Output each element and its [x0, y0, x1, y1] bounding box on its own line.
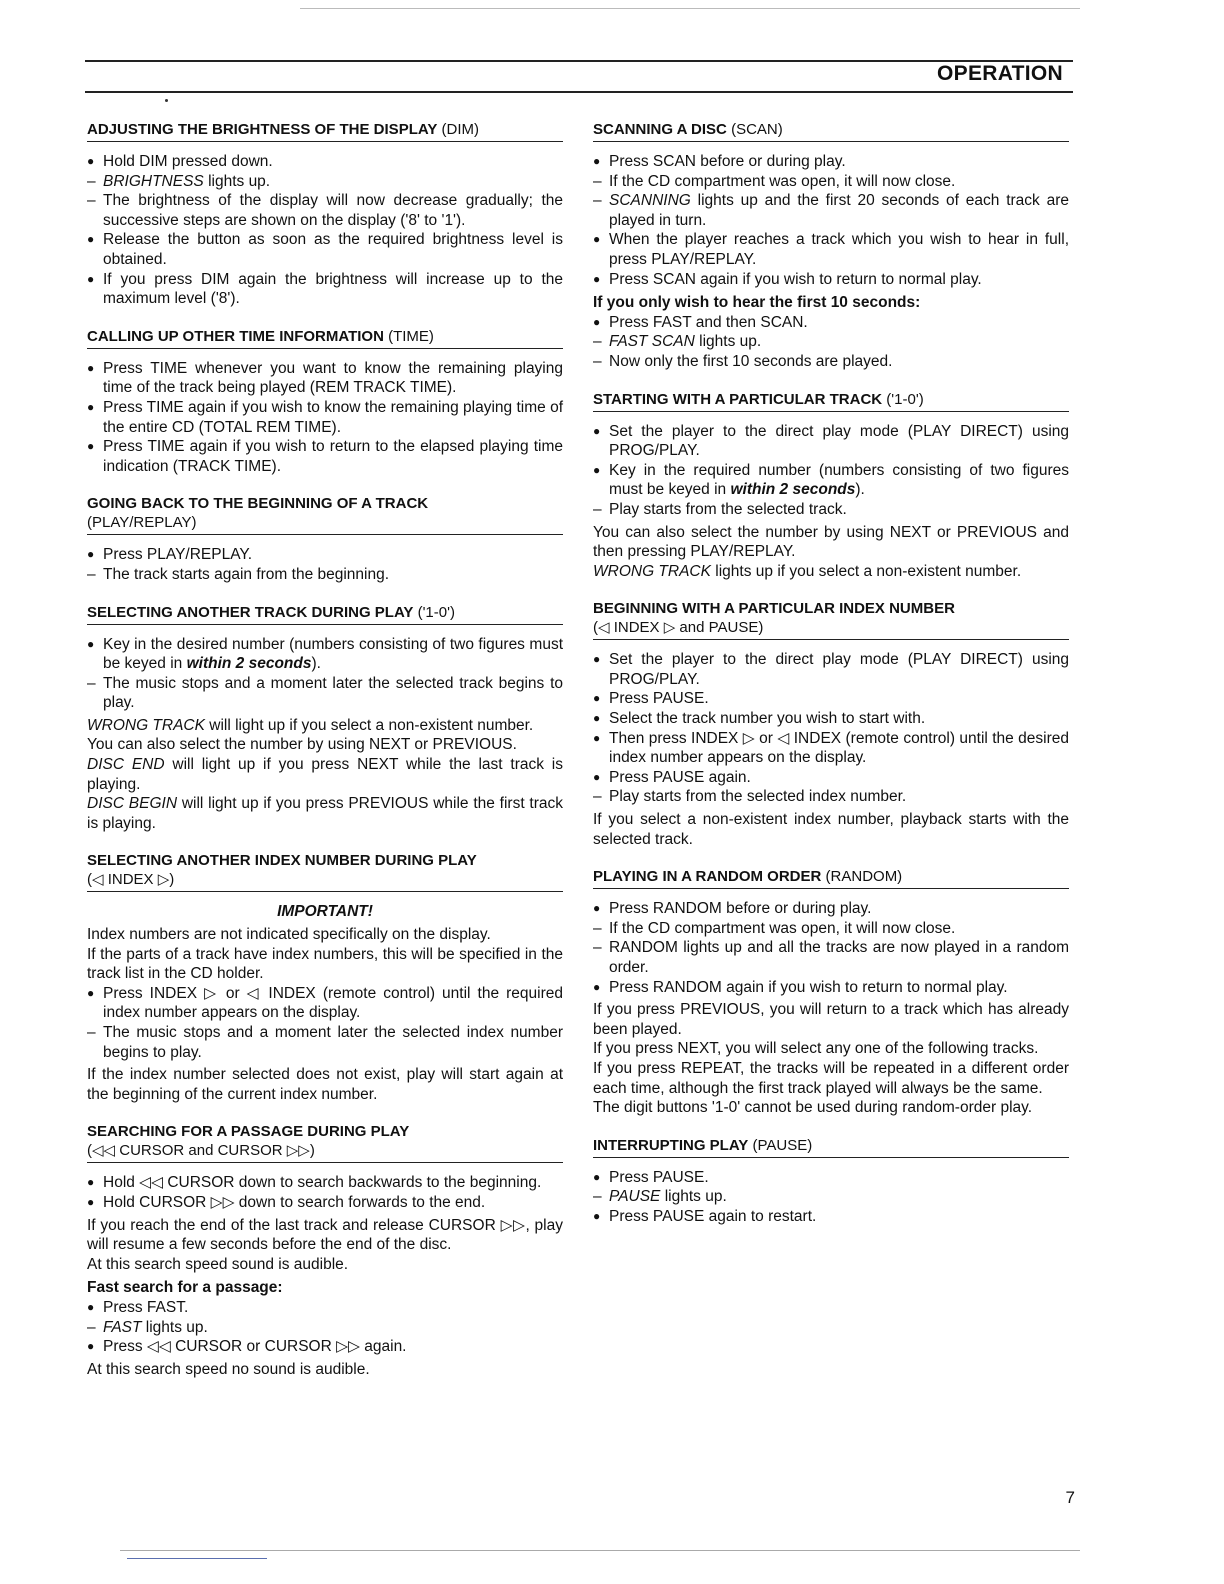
text-run: If the CD compartment was open, it will now close.	[609, 172, 956, 190]
text-run: Index numbers are not indicated specifically on the display.	[87, 926, 491, 944]
emphasized-display-text: PAUSE	[609, 1188, 661, 1206]
text-run: Press PAUSE again to restart.	[609, 1207, 817, 1225]
scan-artifact-top	[300, 8, 1080, 9]
paragraph	[593, 1000, 1069, 1039]
bullet-icon: ●	[87, 547, 95, 562]
bold-italic-text: within 2 seconds	[730, 481, 856, 499]
bullet-icon: ●	[87, 439, 95, 454]
section	[593, 867, 1069, 1118]
section	[87, 851, 563, 1104]
subheading	[593, 293, 1069, 313]
top-rule	[85, 60, 1073, 62]
bullet-icon: ●	[87, 399, 95, 414]
text-run: lights up.	[141, 1318, 208, 1336]
scan-artifact-blue	[127, 1558, 267, 1559]
bullet-item	[593, 230, 1069, 269]
text-run: Press INDEX ▷ or ◁ INDEX (remote control) until the required index number appears on the display.	[103, 984, 563, 1022]
section-heading-text: GOING BACK TO THE BEGINNING OF A TRACK	[87, 495, 429, 513]
paragraph	[593, 562, 1069, 582]
bullet-item	[593, 709, 1069, 729]
section-heading	[87, 327, 563, 349]
text-run: lights up.	[660, 1188, 727, 1206]
result-item	[593, 500, 1069, 520]
text-run: Press PAUSE.	[609, 690, 709, 708]
bullet-icon: ●	[87, 360, 95, 375]
result-item	[593, 938, 1069, 977]
dash-icon: –	[593, 788, 602, 806]
text-run: Hold DIM pressed down.	[103, 153, 273, 170]
section-heading-line2: (◁◁ CURSOR and CURSOR ▷▷)	[87, 1142, 315, 1160]
bullet-icon: ●	[593, 232, 601, 247]
bullet-item	[593, 650, 1069, 689]
paragraph	[593, 1098, 1069, 1118]
bullet-icon: ●	[593, 652, 601, 667]
dash-icon: –	[87, 172, 96, 190]
bullet-item	[593, 689, 1069, 709]
section-heading-suffix: (DIM)	[437, 121, 479, 138]
section-heading-text: SEARCHING FOR A PASSAGE DURING PLAY	[87, 1123, 410, 1141]
section	[593, 390, 1069, 582]
section-heading	[87, 494, 563, 535]
section-heading-suffix: (SCAN)	[726, 121, 783, 138]
dash-icon: –	[87, 192, 96, 210]
text-run: You can also select the number by using NEXT or PREVIOUS.	[87, 736, 517, 754]
result-item	[593, 919, 1069, 939]
section-heading-line2: (◁ INDEX ▷)	[87, 871, 175, 889]
dash-icon: –	[593, 172, 602, 190]
section-heading	[593, 390, 1069, 412]
text-run: Press TIME again if you wish to know the remaining playing time of the entire CD (TOTAL REM TIME).	[103, 398, 563, 436]
bullet-icon: ●	[593, 462, 601, 477]
emphasized-display-text: BRIGHTNESS	[103, 172, 204, 190]
paragraph	[87, 1065, 563, 1104]
text-run: At this search speed no sound is audible.	[87, 1360, 370, 1378]
result-item	[593, 1187, 1069, 1207]
text-run: Press SCAN before or during play.	[609, 153, 846, 170]
bullet-icon: ●	[593, 423, 601, 438]
text-run: If you select a non-existent index number, playback starts with the selected track.	[593, 811, 1069, 848]
dash-icon: –	[87, 1318, 96, 1336]
important-note	[87, 902, 563, 922]
dash-icon: –	[87, 565, 96, 583]
page-number: 7	[1065, 1488, 1075, 1507]
section	[593, 599, 1069, 849]
text-run: If you press DIM again the brightness will increase up to the maximum level ('8').	[103, 270, 563, 308]
section-heading-suffix: (TIME)	[383, 327, 434, 345]
bullet-icon: ●	[593, 271, 601, 286]
bullet-icon: ●	[87, 1194, 95, 1209]
text-run: The music stops and a moment later the selected index number begins to play.	[103, 1024, 563, 1061]
result-item	[593, 352, 1069, 372]
bullet-icon: ●	[87, 985, 95, 1000]
bullet-icon: ●	[593, 154, 601, 168]
text-run: Select the track number you wish to start with.	[609, 710, 926, 728]
dash-icon: –	[593, 333, 602, 351]
bullet-item	[593, 1168, 1069, 1188]
speck	[165, 99, 168, 102]
text-run: Press ◁◁ CURSOR or CURSOR ▷▷ again.	[103, 1338, 407, 1356]
section-heading	[593, 1136, 1069, 1158]
bullet-item	[87, 437, 563, 476]
text-run: will light up if you select a non-existent number.	[204, 716, 534, 734]
text-run: ).	[311, 655, 321, 673]
bullet-item	[593, 422, 1069, 461]
paragraph	[87, 735, 563, 755]
dash-icon: –	[593, 919, 602, 937]
text-run: At this search speed sound is audible.	[87, 1255, 349, 1273]
text-run: Press PAUSE again.	[609, 768, 751, 786]
right-column	[593, 120, 1069, 1245]
result-item	[593, 787, 1069, 807]
bullet-icon: ●	[87, 232, 95, 247]
bullet-item	[87, 398, 563, 437]
text-run: Press PLAY/REPLAY.	[103, 546, 253, 564]
dash-icon: –	[593, 939, 602, 957]
header-underline	[85, 91, 1073, 93]
section-heading	[593, 120, 1069, 142]
text-run: Key in the required number (numbers consisting of two figures must be keyed in	[609, 461, 1069, 499]
section-heading	[87, 120, 563, 142]
bullet-icon: ●	[593, 769, 601, 784]
text-run: Press PAUSE.	[609, 1168, 709, 1186]
emphasized-display-text: FAST	[103, 1318, 142, 1336]
section-heading-text: BEGINNING WITH A PARTICULAR INDEX NUMBER	[593, 600, 955, 618]
bullet-item	[593, 1207, 1069, 1227]
scan-artifact-bottom	[120, 1550, 1080, 1551]
text-run: Hold ◁◁ CURSOR down to search backwards to the beginning.	[103, 1174, 542, 1192]
result-item	[87, 1023, 563, 1062]
result-item	[87, 565, 563, 585]
section-heading-suffix: (RANDOM)	[821, 868, 903, 886]
text-run: If you press PREVIOUS, you will return to a track which has already been played.	[593, 1001, 1069, 1038]
section-heading-suffix: (PAUSE)	[748, 1136, 813, 1154]
bullet-item	[593, 461, 1069, 500]
bullet-icon: ●	[593, 979, 601, 994]
text-run: If you press NEXT, you will select any one of the following tracks.	[593, 1040, 1039, 1058]
bullet-item	[87, 1298, 563, 1318]
section	[87, 120, 563, 309]
text-run: Press FAST and then SCAN.	[609, 313, 808, 331]
text-run: When the player reaches a track which you wish to hear in full, press PLAY/REPLAY.	[609, 231, 1069, 268]
section	[87, 603, 563, 834]
text-run: Release the button as soon as the required brightness level is obtained.	[103, 231, 563, 268]
section-heading	[87, 851, 563, 892]
paragraph	[593, 523, 1069, 562]
bullet-item	[87, 635, 563, 674]
section-heading-text: PLAYING IN A RANDOM ORDER	[593, 868, 822, 886]
bullet-item	[593, 768, 1069, 788]
section-heading-line2: (◁ INDEX ▷ and PAUSE)	[593, 619, 764, 637]
bullet-icon: ●	[593, 730, 601, 745]
emphasized-display-text: FAST SCAN	[609, 333, 695, 351]
text-run: Press SCAN again if you wish to return to normal play.	[609, 270, 982, 288]
bullet-item	[87, 984, 563, 1023]
text-run: will light up if you press NEXT while the last track is playing.	[87, 756, 563, 793]
section-heading-text: INTERRUPTING PLAY	[593, 1136, 749, 1154]
paragraph	[593, 1039, 1069, 1059]
text-run: The digit buttons '1-0' cannot be used during random-order play.	[593, 1099, 1033, 1117]
subheading-text: If you only wish to hear the first 10 seconds:	[593, 294, 921, 312]
section-heading-suffix: ('1-0')	[882, 390, 924, 408]
dash-icon: –	[593, 192, 602, 210]
result-item	[593, 172, 1069, 192]
section	[87, 1122, 563, 1379]
text-run: Press RANDOM before or during play.	[609, 900, 872, 918]
bullet-icon: ●	[87, 1299, 95, 1314]
left-column	[87, 120, 563, 1397]
text-run: Press RANDOM again if you wish to return to normal play.	[609, 978, 1008, 996]
text-run: If the CD compartment was open, it will now close.	[609, 919, 956, 937]
text-run: Press FAST.	[103, 1298, 189, 1316]
paragraph	[87, 1255, 563, 1275]
result-item	[87, 674, 563, 713]
result-item	[593, 191, 1069, 230]
bullet-icon: ●	[87, 271, 95, 286]
text-run: Press TIME whenever you want to know the remaining playing time of the track being played (REM TRACK TIME).	[103, 359, 563, 397]
paragraph	[593, 810, 1069, 849]
result-item	[593, 332, 1069, 352]
text-run: Now only the first 10 seconds are played.	[609, 352, 893, 370]
text-run: If the parts of a track have index numbers, this will be specified in the track list in the CD holder.	[87, 945, 563, 983]
text-run: lights up.	[694, 333, 762, 351]
text-run: The track starts again from the beginning.	[103, 565, 390, 583]
bullet-icon: ●	[87, 1339, 95, 1354]
text-run: If you press REPEAT, the tracks will be repeated in a different order each time, although the first track played will always be the same.	[593, 1059, 1069, 1097]
text-run: Press TIME again if you wish to return to the elapsed playing time indication (TRACK TIME).	[103, 438, 563, 475]
paragraph	[87, 755, 563, 794]
text-run: If the index number selected does not exist, play will start again at the beginning of the current index number.	[87, 1066, 563, 1103]
emphasized-display-text: WRONG TRACK	[593, 562, 711, 580]
bullet-icon: ●	[87, 1175, 95, 1190]
dash-icon: –	[593, 500, 602, 518]
bullet-item	[87, 1193, 563, 1213]
text-run: If you reach the end of the last track and release CURSOR ▷▷, play will resume a few seconds before the end of the disc.	[87, 1216, 563, 1254]
text-run: Play starts from the selected index number.	[609, 788, 907, 806]
section-heading	[593, 867, 1069, 889]
bullet-icon: ●	[593, 711, 601, 726]
bullet-icon: ●	[593, 1208, 601, 1223]
bullet-item	[593, 978, 1069, 998]
section	[593, 1136, 1069, 1227]
section	[87, 494, 563, 584]
dash-icon: –	[593, 352, 602, 370]
emphasized-display-text: WRONG TRACK	[87, 716, 205, 734]
emphasized-display-text: DISC BEGIN	[87, 795, 178, 813]
bold-italic-text: within 2 seconds	[186, 655, 312, 673]
paragraph	[593, 1059, 1069, 1098]
bullet-icon: ●	[593, 691, 601, 706]
text-run: The brightness of the display will now decrease gradually; the successive steps are shown on the display ('8' to '1').	[103, 192, 563, 229]
bullet-item	[87, 270, 563, 309]
section-heading	[593, 599, 1069, 640]
bullet-item	[87, 1337, 563, 1357]
section	[593, 120, 1069, 372]
bullet-icon: ●	[87, 154, 95, 168]
section-heading	[87, 603, 563, 625]
text-run: The music stops and a moment later the selected track begins to play.	[103, 674, 563, 712]
bullet-item	[87, 545, 563, 565]
section-heading-text: SELECTING ANOTHER TRACK DURING PLAY	[87, 603, 414, 621]
bullet-item	[87, 359, 563, 398]
paragraph	[87, 1360, 563, 1380]
section-heading-text: SELECTING ANOTHER INDEX NUMBER DURING PLAY	[87, 852, 477, 870]
text-run: Key in the desired number (numbers consisting of two figures must be keyed in	[103, 635, 563, 673]
text-run: Then press INDEX ▷ or ◁ INDEX (remote control) until the desired index number appears on the display.	[609, 729, 1069, 767]
text-run: Set the player to the direct play mode (PLAY DIRECT) using PROG/PLAY.	[609, 651, 1069, 688]
subheading-text: Fast search for a passage:	[87, 1279, 283, 1297]
bullet-item	[87, 1173, 563, 1193]
bullet-icon: ●	[593, 901, 601, 916]
paragraph	[87, 925, 563, 945]
bullet-icon: ●	[593, 1169, 601, 1184]
paragraph	[87, 716, 563, 736]
bullet-icon: ●	[593, 314, 601, 329]
paragraph	[87, 945, 563, 984]
dash-icon: –	[87, 674, 96, 692]
paragraph	[87, 1216, 563, 1255]
section-heading-text: ADJUSTING THE BRIGHTNESS OF THE DISPLAY	[87, 121, 438, 138]
text-run: lights up and the first 20 seconds of each track are played in turn.	[609, 192, 1069, 229]
bullet-item	[593, 270, 1069, 290]
subheading	[87, 1278, 563, 1298]
dash-icon: –	[593, 1188, 602, 1206]
bullet-item	[87, 152, 563, 172]
text-run: Hold CURSOR ▷▷ down to search forwards to the end.	[103, 1193, 486, 1211]
text-run: lights up if you select a non-existent number.	[710, 562, 1022, 580]
text-run: ).	[855, 481, 865, 499]
section-heading-text: SCANNING A DISC	[593, 121, 727, 138]
bullet-icon: ●	[87, 636, 95, 651]
text-run: will light up if you press PREVIOUS while the first track is playing.	[87, 795, 563, 832]
emphasized-display-text: SCANNING	[609, 192, 691, 210]
result-item	[87, 1318, 563, 1338]
section-heading-suffix: ('1-0')	[413, 603, 455, 621]
bullet-item	[593, 313, 1069, 333]
text-run: RANDOM lights up and all the tracks are now played in a random order.	[609, 939, 1069, 976]
text-run: Play starts from the selected track.	[609, 500, 847, 518]
section-heading-line2: (PLAY/REPLAY)	[87, 514, 197, 532]
text-run: Set the player to the direct play mode (PLAY DIRECT) using PROG/PLAY.	[609, 422, 1069, 460]
important-text: IMPORTANT!	[277, 903, 373, 921]
section-heading-text: STARTING WITH A PARTICULAR TRACK	[593, 390, 883, 408]
bullet-item	[593, 729, 1069, 768]
bullet-item	[593, 152, 1069, 172]
result-item	[87, 172, 563, 192]
section-heading	[87, 1122, 563, 1163]
text-run: lights up.	[203, 172, 271, 190]
page-header-title: OPERATION	[937, 62, 1063, 85]
section-heading-text: CALLING UP OTHER TIME INFORMATION	[87, 327, 384, 345]
paragraph	[87, 794, 563, 833]
dash-icon: –	[87, 1024, 96, 1041]
bullet-item	[593, 899, 1069, 919]
text-run: You can also select the number by using NEXT or PREVIOUS and then pressing PLAY/REPLAY.	[593, 523, 1069, 561]
section	[87, 327, 563, 477]
result-item	[87, 191, 563, 230]
bullet-item	[87, 230, 563, 269]
emphasized-display-text: DISC END	[87, 756, 165, 774]
